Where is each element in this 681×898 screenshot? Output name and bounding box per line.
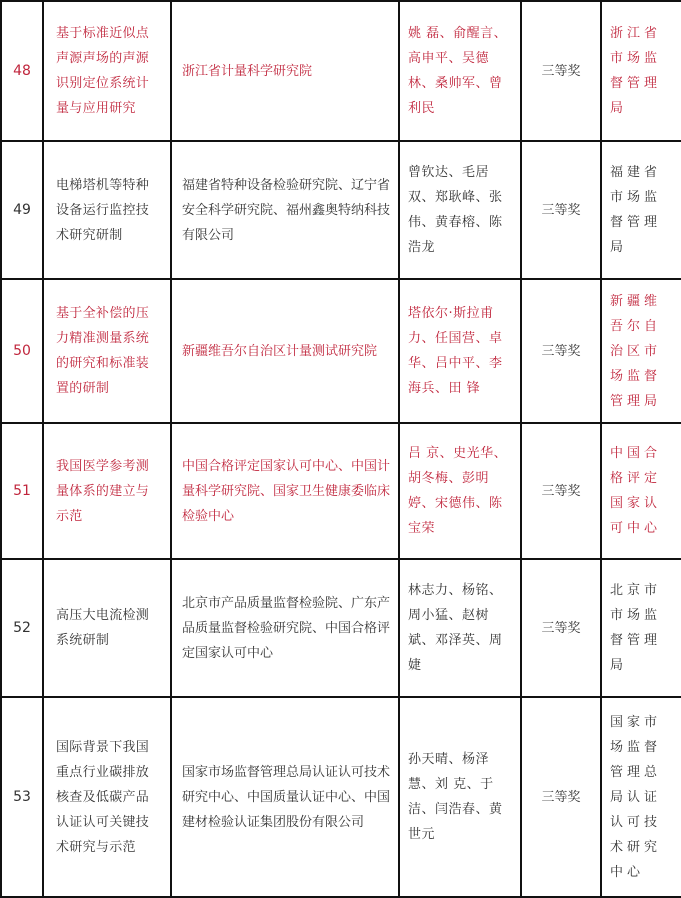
completing-people	[399, 423, 521, 559]
row-number: 48	[1, 1, 43, 141]
table-row	[1, 279, 681, 423]
project-name-text: 国际背景下我国重点行业碳排放核查及低碳产品认证认可关键技术研究与示范	[56, 739, 150, 855]
project-name	[43, 423, 171, 559]
award-level: 三等奖	[521, 279, 601, 423]
project-name	[43, 279, 171, 423]
completing-units-text: 国家市场监督管理总局认证认可技术研究中心、中国质量认证中心、中国建材检验认证集团股份有限公司	[182, 764, 391, 830]
project-name	[43, 559, 171, 697]
award-level: 三等奖	[521, 423, 601, 559]
nominating-org	[601, 423, 681, 559]
nominating-org-text: 北京市市场监督管理局	[610, 583, 662, 673]
completing-people-text: 孙天晴、杨泽慧、刘 克、于 洁、闫浩春、黄世元	[408, 752, 503, 842]
nominating-org	[601, 1, 681, 141]
project-name	[43, 1, 171, 141]
nominating-org	[601, 141, 681, 279]
nominating-org-text: 浙江省市场监督管理局	[610, 26, 662, 116]
nominating-org	[601, 279, 681, 423]
project-name	[43, 697, 171, 897]
project-name-text: 我国医学参考测量体系的建立与示范	[56, 458, 150, 524]
award-level: 三等奖	[521, 559, 601, 697]
nominating-org	[601, 559, 681, 697]
row-number: 49	[1, 141, 43, 279]
nominating-org-text: 福建省市场监督管理局	[610, 165, 662, 255]
table-row	[1, 697, 681, 897]
completing-units-text: 福建省特种设备检验研究院、辽宁省安全科学研究院、福州鑫奥特纳科技有限公司	[182, 177, 391, 243]
award-level: 三等奖	[521, 1, 601, 141]
project-name-text: 基于标准近似点声源声场的声源识别定位系统计量与应用研究	[56, 26, 150, 116]
completing-units-text: 北京市产品质量监督检验院、广东产品质量监督检验研究院、中国合格评定国家认可中心	[182, 595, 391, 661]
project-name	[43, 141, 171, 279]
completing-people	[399, 559, 521, 697]
completing-units-text: 中国合格评定国家认可中心、中国计量科学研究院、国家卫生健康委临床检验中心	[182, 458, 391, 524]
completing-people-text: 姚 磊、俞醒言、高申平、吴德林、桑帅军、曾利民	[408, 26, 508, 116]
completing-units	[171, 697, 399, 897]
completing-units-text: 新疆维吾尔自治区计量测试研究院	[182, 343, 378, 359]
table-body	[1, 1, 681, 897]
row-number: 53	[1, 697, 43, 897]
completing-units	[171, 279, 399, 423]
completing-units-text: 浙江省计量科学研究院	[182, 63, 313, 79]
project-name-text: 基于全补偿的压力精准测量系统的研究和标准装置的研制	[56, 306, 150, 396]
table-row	[1, 1, 681, 141]
nominating-org-text: 中国合格评定国家认可中心	[610, 446, 662, 536]
completing-people	[399, 1, 521, 141]
completing-units	[171, 141, 399, 279]
project-name-text: 电梯塔机等特种设备运行监控技术研究研制	[56, 177, 150, 243]
completing-people-text: 曾钦达、毛居双、郑耿峰、张 伟、黄春榕、陈浩龙	[408, 165, 503, 255]
completing-people-text: 塔依尔·斯拉甫力、任国营、卓华、吕中平、李海兵、田 锋	[408, 306, 503, 396]
project-name-text: 高压大电流检测系统研制	[56, 608, 150, 648]
completing-people	[399, 697, 521, 897]
row-number: 50	[1, 279, 43, 423]
table-row	[1, 559, 681, 697]
completing-people	[399, 141, 521, 279]
row-number: 52	[1, 559, 43, 697]
award-level: 三等奖	[521, 697, 601, 897]
table-row	[1, 141, 681, 279]
completing-people	[399, 279, 521, 423]
completing-people-text: 林志力、杨铭、周小猛、赵树斌、邓泽英、周 婕	[408, 583, 503, 673]
completing-units	[171, 1, 399, 141]
row-number: 51	[1, 423, 43, 559]
award-level: 三等奖	[521, 141, 601, 279]
completing-units	[171, 559, 399, 697]
nominating-org-text: 国家市场监督管理总局认证认可技术研究中心	[610, 714, 662, 880]
completing-people-text: 吕 京、史光华、胡冬梅、彭明婷、宋德伟、陈宝荣	[408, 446, 508, 536]
completing-units	[171, 423, 399, 559]
table-row	[1, 423, 681, 559]
nominating-org	[601, 697, 681, 897]
nominating-org-text: 新疆维吾尔自治区市场监督管理局	[610, 293, 662, 409]
